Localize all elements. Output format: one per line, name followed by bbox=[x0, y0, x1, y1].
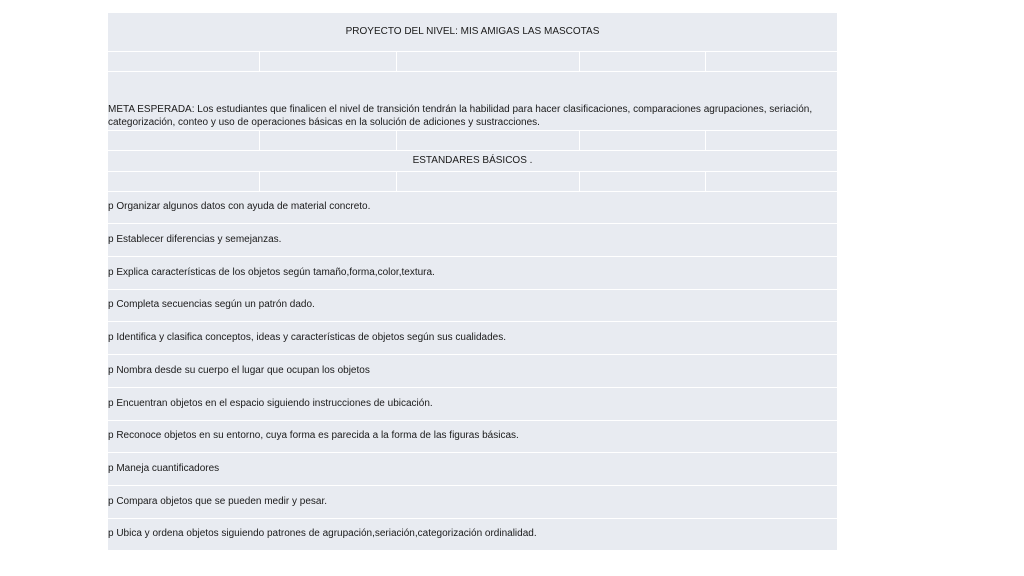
standard-item: p Encuentran objetos en el espacio siguiendo instrucciones de ubicación. bbox=[108, 387, 837, 420]
empty-grid-row bbox=[108, 51, 837, 71]
standard-item: p Reconoce objetos en su entorno, cuya forma es parecida a la forma de las figuras básicas. bbox=[108, 420, 837, 452]
empty-cell bbox=[580, 172, 706, 191]
empty-cell bbox=[108, 172, 260, 191]
standard-item: p Establecer diferencias y semejanzas. bbox=[108, 223, 837, 256]
goal-text: META ESPERADA: Los estudiantes que finalicen el nivel de transición tendrán la habilidad para hacer clasificaciones, comparaciones agrupaciones, seriación, categorización, conteo y uso de operaciones básicas en la solución de adiciones y sustracciones. bbox=[108, 104, 813, 128]
empty-cell bbox=[397, 131, 580, 150]
standard-item: p Ubica y ordena objetos siguiendo patrones de agrupación,seriación,categorización ordinalidad. bbox=[108, 518, 837, 550]
empty-grid-row bbox=[108, 171, 837, 191]
goal-row bbox=[108, 71, 837, 130]
empty-cell bbox=[397, 172, 580, 191]
empty-grid-row bbox=[108, 130, 837, 150]
empty-cell bbox=[706, 52, 837, 71]
empty-cell bbox=[580, 131, 706, 150]
document-table bbox=[108, 13, 837, 550]
standard-item: p Maneja cuantificadores bbox=[108, 452, 837, 485]
empty-cell bbox=[260, 172, 397, 191]
empty-cell bbox=[260, 131, 397, 150]
empty-cell bbox=[397, 52, 580, 71]
empty-cell bbox=[260, 52, 397, 71]
standard-item: p Compara objetos que se pueden medir y pesar. bbox=[108, 485, 837, 518]
empty-cell bbox=[580, 52, 706, 71]
empty-cell bbox=[706, 131, 837, 150]
standard-item: p Identifica y clasifica conceptos, ideas y características de objetos según sus cualidades. bbox=[108, 321, 837, 354]
standards-heading: ESTANDARES BÁSICOS . bbox=[108, 150, 837, 171]
project-title: PROYECTO DEL NIVEL: MIS AMIGAS LAS MASCOTAS bbox=[345, 25, 600, 37]
empty-cell bbox=[108, 52, 260, 71]
standard-item: p Completa secuencias según un patrón dado. bbox=[108, 289, 837, 321]
empty-cell bbox=[108, 131, 260, 150]
standard-item: p Organizar algunos datos con ayuda de material concreto. bbox=[108, 191, 837, 223]
standard-item: p Explica características de los objetos según tamaño,forma,color,textura. bbox=[108, 256, 837, 289]
empty-cell bbox=[706, 172, 837, 191]
standard-item: p Nombra desde su cuerpo el lugar que ocupan los objetos bbox=[108, 354, 837, 387]
